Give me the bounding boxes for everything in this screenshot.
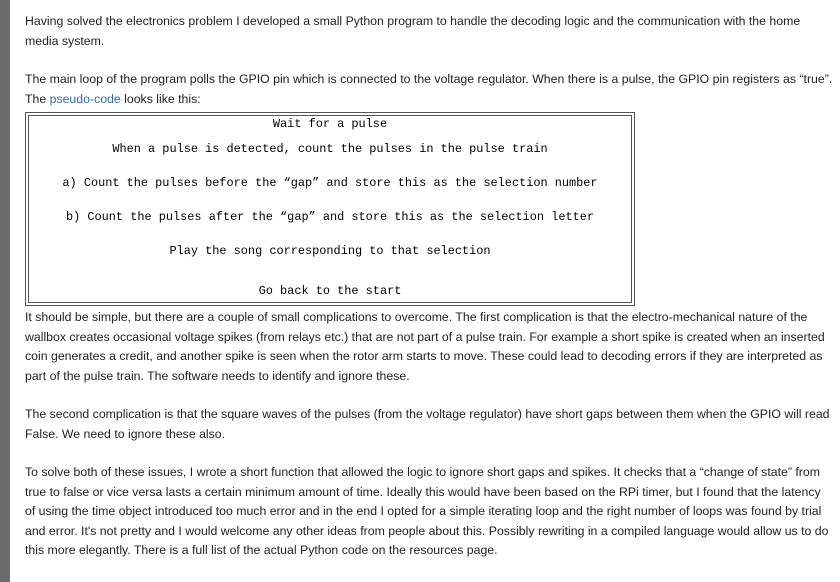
pseudo-code-line-play: Play the song corresponding to that selection [169, 244, 491, 258]
paragraph-solution: To solve both of these issues, I wrote a short function that allowed the logic to ignore short gaps and spikes. It checks that a “change of state” from true to false or vice versa lasts a certain minimum amount of time. Ideally this would have been based on the RPi timer, but I found that the latency of using the time object introduced too much error and in the end I opted for a simple iterating loop and the right number of loops was found by trial and error. It's not pretty and I would welcome any other ideas from people about this. Possibly rewriting in a compiled language would allow us to do this more elegantly. There is a full list of the actual Python code on the resources page. [25, 465, 829, 557]
paragraph-intro: Having solved the electronics problem I developed a small Python program to handle the decoding logic and the communication with the home media system. [25, 14, 801, 48]
paragraph-main-loop-text-end: looks like this: [120, 91, 201, 106]
paragraph-main-loop-text-start: The main loop of the program polls the GPIO pin which is connected to the voltage regulator. When there is a pulse, the GPIO pin registers as “true”. The [25, 72, 833, 106]
pseudo-code-line-count-after: b) Count the pulses after the “gap” and store this as the selection letter [65, 210, 595, 224]
left-page-border [0, 0, 10, 582]
paragraph-complication-one: It should be simple, but there are a couple of small complications to overcome. The first complication is that the electro-mechanical nature of the wallbox creates occasional voltage spikes (from relays etc.) that are not part of a pulse train. For example a short spike is created when an inserted coin generates a credit, and another spike is seen when the rotor arm starts to move. These could lead to decoding errors if they are interpreted as part of the pulse train. The software needs to identify and ignore these. [25, 310, 825, 383]
pseudo-code-line-detect: When a pulse is detected, count the pulses in the pulse train [112, 142, 548, 156]
paragraph-main-loop [25, 70, 833, 109]
article-body [25, 12, 833, 580]
pseudo-code-inner-frame [28, 115, 632, 303]
pseudo-code-line-wait: Wait for a pulse [272, 117, 388, 131]
pseudo-code-line-count-before: a) Count the pulses before the “gap” and store this as the selection number [62, 176, 598, 190]
pseudo-code-link[interactable]: pseudo-code [49, 91, 121, 106]
pseudo-code-box [25, 112, 635, 306]
paragraph-complication-two: The second complication is that the square waves of the pulses (from the voltage regulator) have short gaps between them when the GPIO will read False. We need to ignore these also. [25, 407, 830, 441]
pseudo-code-line-restart: Go back to the start [258, 284, 402, 298]
